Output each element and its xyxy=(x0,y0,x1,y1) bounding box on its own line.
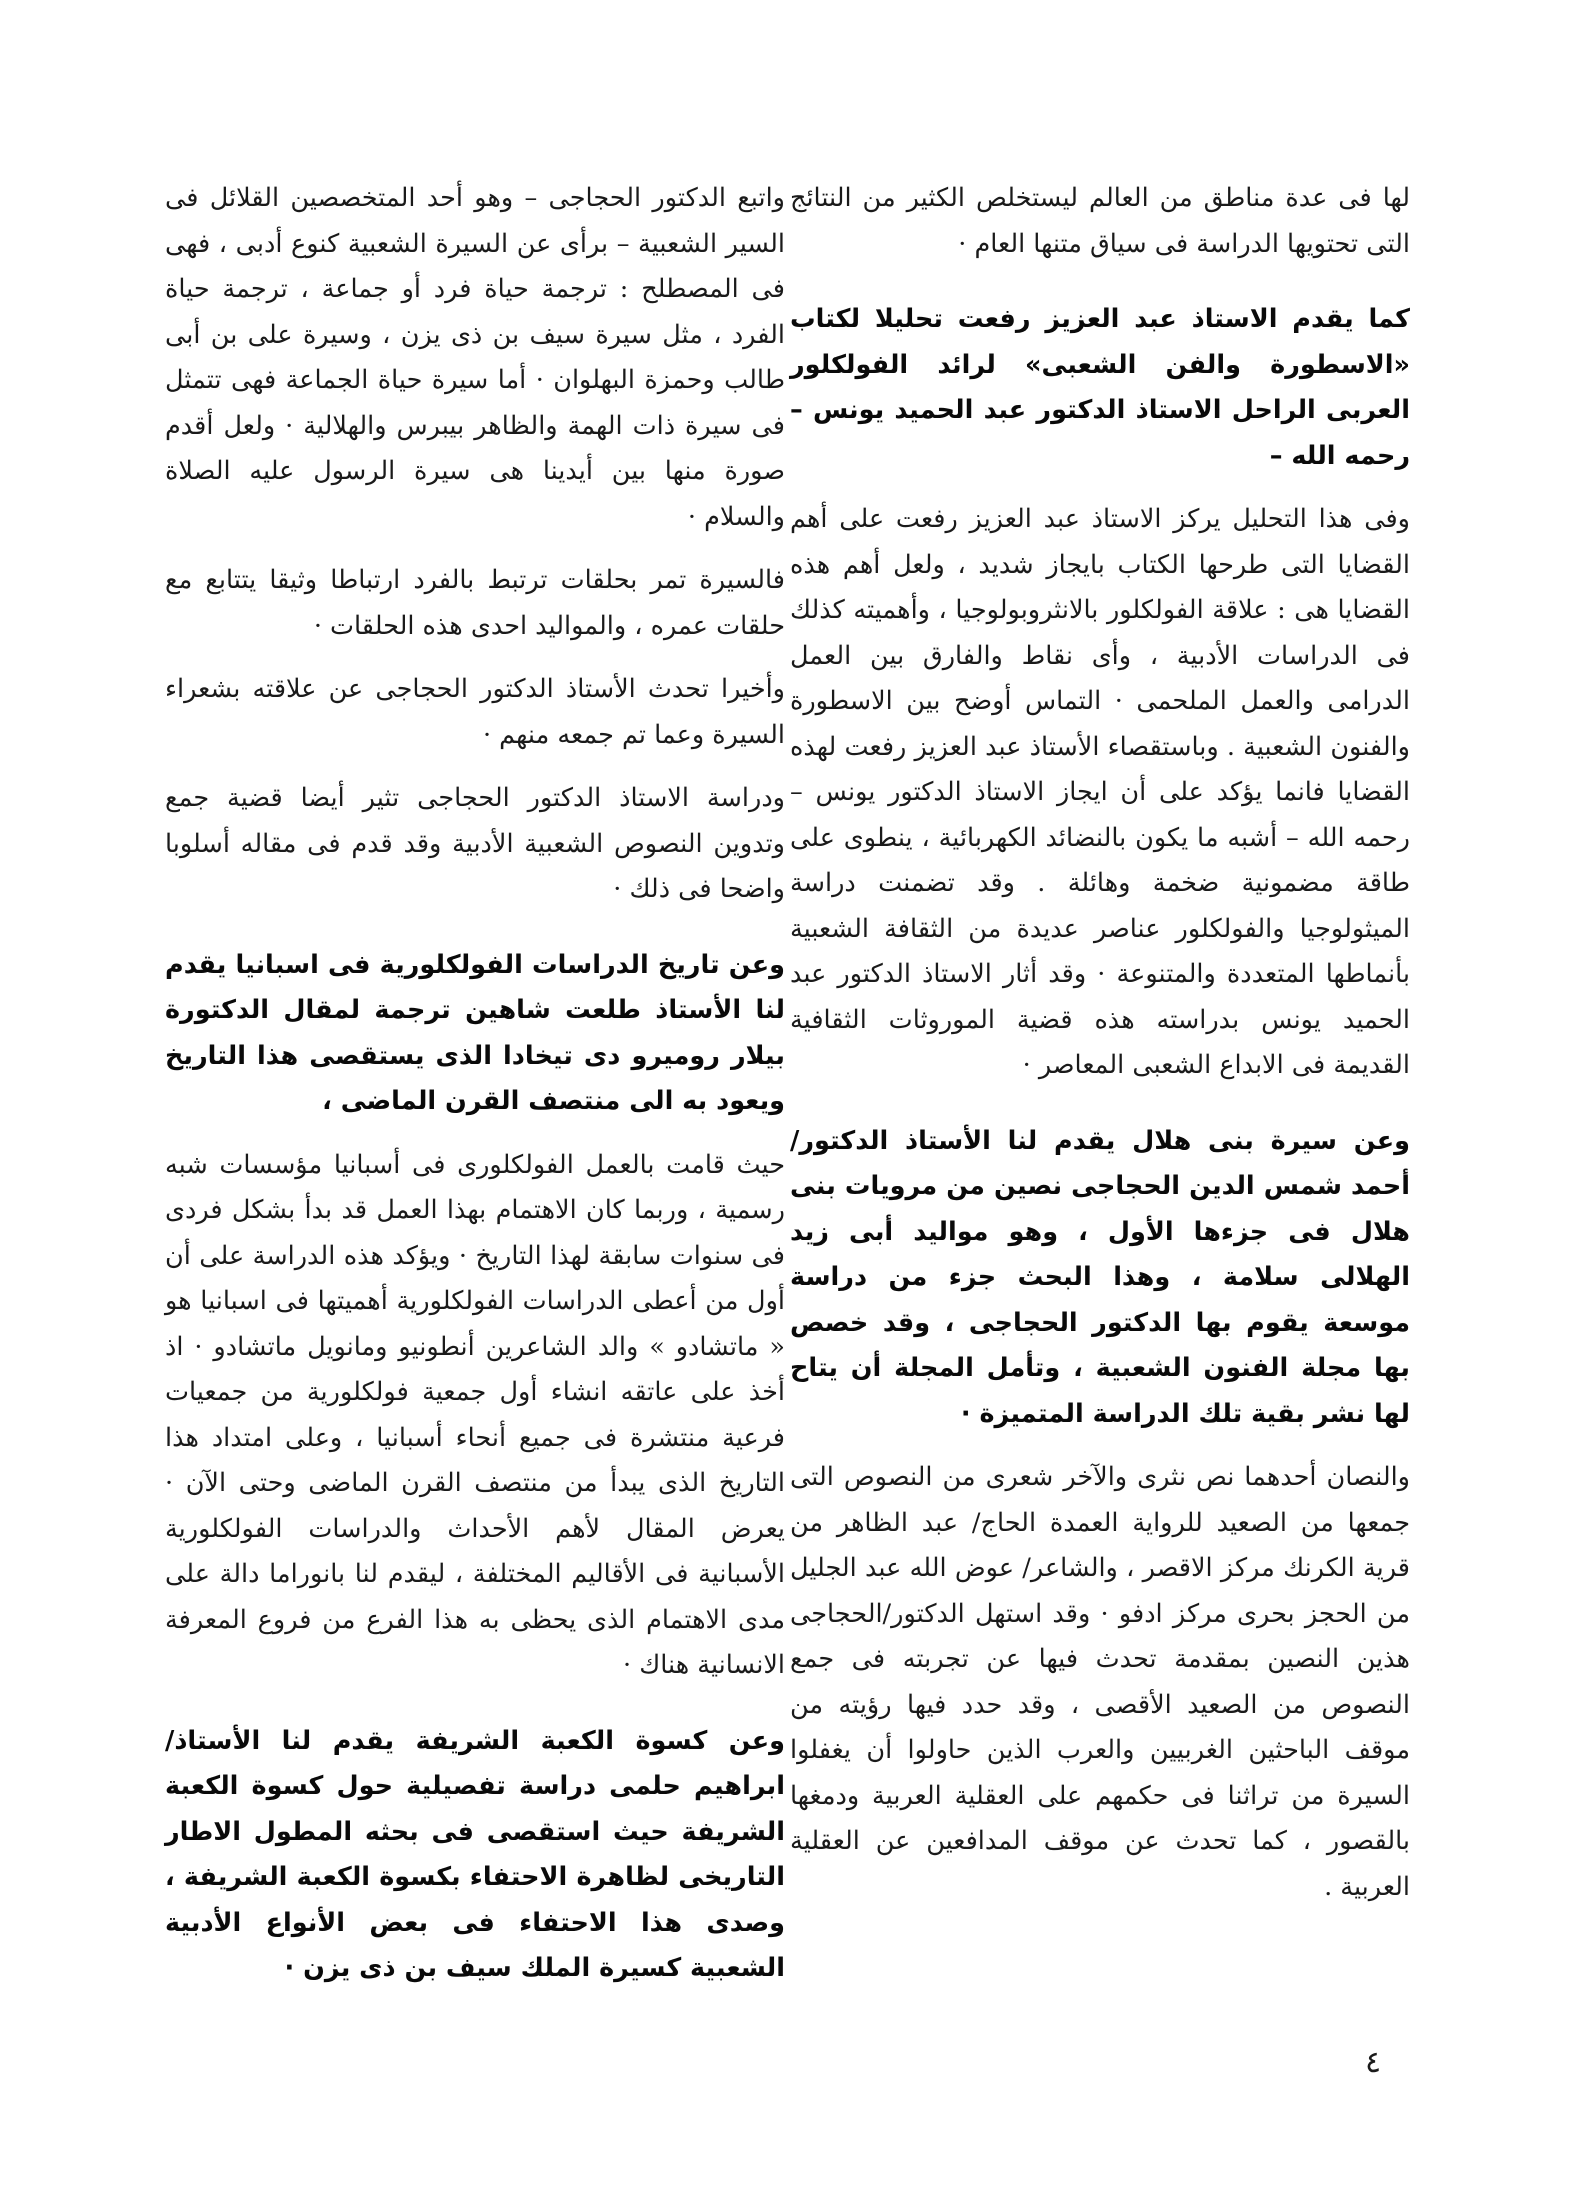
paragraph: لها فى عدة مناطق من العالم ليستخلص الكثير من النتائج التى تحتويها الدراسة فى سياق متنها العام · xyxy=(790,183,1410,259)
paragraph: وفى هذا التحليل يركز الاستاذ عبد العزيز رفعت على أهم القضايا التى طرحها الكتاب بايجاز شديد ، ولعل أهم هذه القضايا هى : علاقة الفولكلور بالانثروبولوجيا ، وأهميته كذلك فى الدراسات الأدبية ، وأى نقاط والفارق بين العمل الدرامى والعمل الملحمى · التماس أوضح بين الاسطورة والفنون الشعبية . وباستقصاء الأستاذ عبد العزيز رفعت لهذه القضايا فانما يؤكد على أن ايجاز الاستاذ الدكتور يونس – رحمه الله – أشبه ما يكون بالنضائد الكهربائية ، ينطوى على طاقة مضمونية ضخمة وهائلة . وقد تضمنت دراسة الميثولوجيا والفولكلور عناصر عديدة من الثقافة الشعبية بأنماطها المتعددة والمتنوعة · وقد أثار الاستاذ الدكتور عبد الحميد يونس بدراسته هذه قضية الموروثات الثقافية القديمة فى الابداع الشعبى المعاصر · xyxy=(790,504,1410,1080)
bold-paragraph: وعن تاريخ الدراسات الفولكلورية فى اسبانيا يقدم لنا الأستاذ طلعت شاهين ترجمة لمقال الدكتورة بيلار روميرو دى تيخادا الذى يستقصى هذا التاريخ ويعود به الى منتصف القرن الماضى ، xyxy=(165,949,785,1116)
paragraph: واتبع الدكتور الحجاجى – وهو أحد المتخصصين القلائل فى السير الشعبية – برأى عن السيرة الشعبية كنوع أدبى ، فهى فى المصطلح : ترجمة حياة فرد أو جماعة ، ترجمة حياة الفرد ، مثل سيرة سيف بن ذى يزن ، وسيرة على بن أبى طالب وحمزة البهلوان · أما سيرة حياة الجماعة فهى تتمثل فى سيرة ذات الهمة والظاهر بيبرس والهلالية · ولعل أقدم صورة منها بين أيدينا هى سيرة الرسول عليه الصلاة والسلام · xyxy=(165,183,785,532)
left-column xyxy=(165,176,785,2010)
bold-paragraph: كما يقدم الاستاذ عبد العزيز رفعت تحليلا لكتاب «الاسطورة والفن الشعبى» لرائد الفولكلور العربى الراحل الاستاذ الدكتور عبد الحميد يونس – رحمه الله – xyxy=(790,304,1410,471)
paragraph: حيث قامت بالعمل الفولكلورى فى أسبانيا مؤسسات شبه رسمية ، وربما كان الاهتمام بهذا العمل قد بدأ بشكل فردى فى سنوات سابقة لهذا التاريخ · ويؤكد هذه الدراسة على أن أول من أعطى الدراسات الفولكلورية أهميتها فى اسبانيا هو « ماتشادو » والد الشاعرين أنطونيو ومانويل ماتشادو · اذ أخذ على عاتقه انشاء أول جمعية فولكلورية من جمعيات فرعية منتشرة فى جميع أنحاء أسبانيا ، وعلى امتداد هذا التاريخ الذى يبدأ من منتصف القرن الماضى وحتى الآن · يعرض المقال لأهم الأحداث والدراسات الفولكلورية الأسبانية فى الأقاليم المختلفة ، ليقدم لنا بانوراما دالة على مدى الاهتمام الذى يحظى به هذا الفرع من فروع المعرفة الانسانية هناك · xyxy=(165,1149,785,1680)
right-column xyxy=(790,176,1410,1928)
bold-paragraph: وعن كسوة الكعبة الشريفة يقدم لنا الأستاذ/ ابراهيم حلمى دراسة تفصيلية حول كسوة الكعبة الشريفة حيث استقصى فى بحثه المطول الاطار التاريخى لظاهرة الاحتفاء بكسوة الكعبة الشريفة ، وصدى هذا الاحتفاء فى بعض الأنواع الأدبية الشعبية كسيرة الملك سيف بن ذى يزن · xyxy=(165,1725,785,1983)
bold-paragraph: وعن سيرة بنى هلال يقدم لنا الأستاذ الدكتور/ أحمد شمس الدين الحجاجى نصين من مرويات بنى هلال فى جزءها الأول ، وهو مواليد أبى زيد الهلالى سلامة ، وهذا البحث جزء من دراسة موسعة يقوم بها الدكتور الحجاجى ، وقد خصص بها مجلة الفنون الشعبية ، وتأمل المجلة أن يتاح لها نشر بقية تلك الدراسة المتميزة · xyxy=(790,1125,1410,1429)
page-number: ٤ xyxy=(1365,2045,1382,2080)
paragraph: ودراسة الاستاذ الدكتور الحجاجى تثير أيضا قضية جمع وتدوين النصوص الشعبية الأدبية وقد قدم فى مقاله أسلوبا واضحا فى ذلك · xyxy=(165,783,785,904)
paragraph: وأخيرا تحدث الأستاذ الدكتور الحجاجى عن علاقته بشعراء السيرة وعما تم جمعه منهم · xyxy=(165,674,785,750)
paragraph: والنصان أحدهما نص نثرى والآخر شعرى من النصوص التى جمعها من الصعيد للرواية العمدة الحاج/ عبد الظاهر من قرية الكرنك مركز الاقصر ، والشاعر/ عوض الله عبد الجليل من الحجز بحرى مركز ادفو · وقد استهل الدكتور/الحجاجى هذين النصين بمقدمة تحدث فيها عن تجربته فى جمع النصوص من الصعيد الأقصى ، وقد حدد فيها رؤيته من موقف الباحثين الغربيين والعرب الذين حاولوا أن يغفلوا السيرة من تراثنا فى حكمهم على العقلية العربية ودمغها بالقصور ، كما تحدث عن موقف المدافعين عن العقلية العربية . xyxy=(790,1462,1410,1902)
paragraph: فالسيرة تمر بحلقات ترتبط بالفرد ارتباطا وثيقا يتتابع مع حلقات عمره ، والمواليد احدى هذه الحلقات · xyxy=(165,565,785,641)
